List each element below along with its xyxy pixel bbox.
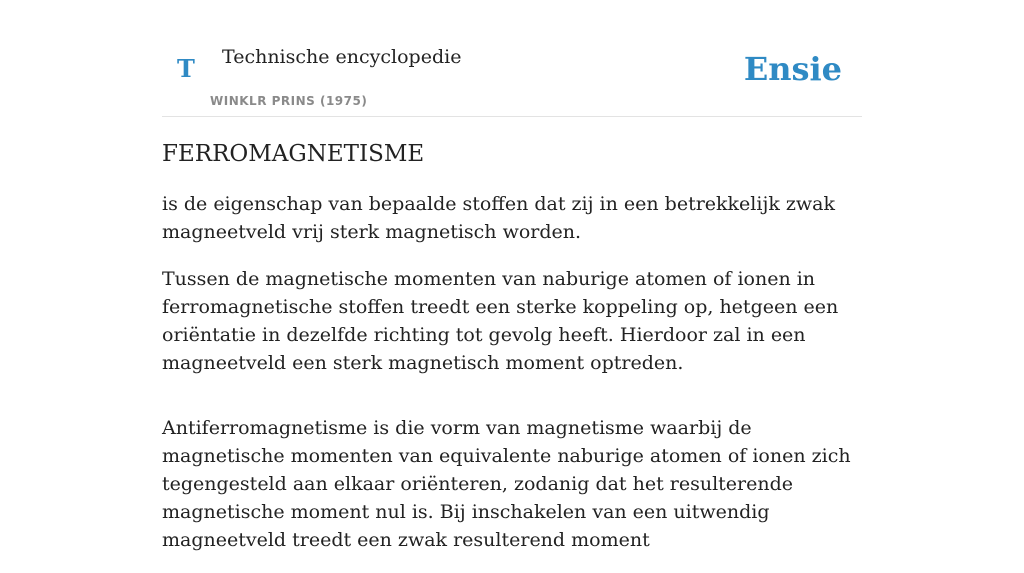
- entry-paragraph: is de eigenschap van bepaalde stoffen dat zij in een betrekkelijk zwak magneetveld vrij sterk magnetisch worden.: [162, 193, 836, 243]
- entry-content: [162, 138, 862, 573]
- header: [162, 0, 862, 117]
- entry-paragraph: Antiferromagnetisme is die vorm van magnetisme waarbij de magnetische momenten van equivalente naburige atomen of ionen zich tegengesteld aan elkaar oriënteren, zodanig dat het resulterende magnetische moment nul is. Bij inschakelen van een uitwendig magneetveld treedt een zwak resulterend moment: [162, 417, 851, 551]
- encyclopedia-logo-icon[interactable]: T: [177, 54, 195, 83]
- page-title: FERROMAGNETISME: [162, 141, 425, 167]
- ensie-brand-logo[interactable]: Ensie: [743, 50, 842, 88]
- work-source-label: WINKLR PRINS (1975): [210, 94, 368, 108]
- work-title-link[interactable]: Technische encyclopedie: [222, 46, 462, 68]
- entry-paragraph: Tussen de magnetische momenten van naburige atomen of ionen in ferromagnetische stoffen treedt een sterke koppeling op, hetgeen een oriëntatie in dezelfde richting tot gevolg heeft. Hierdoor zal in een magneetveld een sterk magnetisch moment optreden.: [162, 268, 839, 374]
